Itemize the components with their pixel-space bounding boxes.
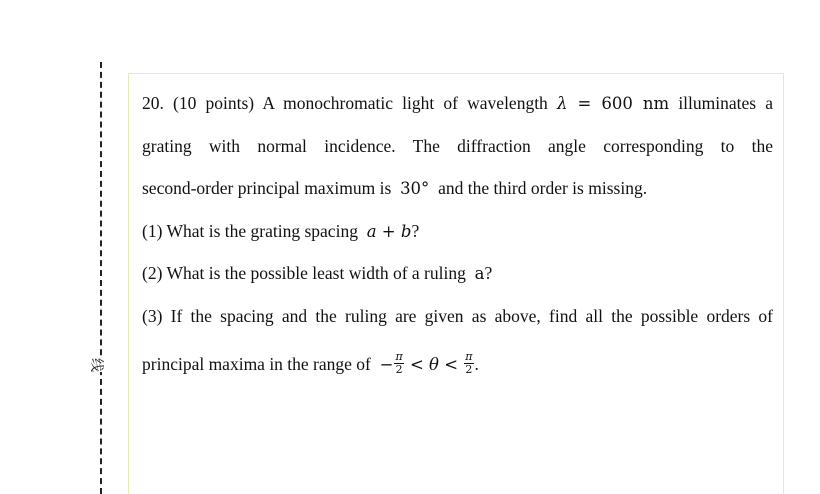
part-2-text: (2) What is the possible least width of a ruling xyxy=(142,263,466,283)
question-line-1 xyxy=(142,90,773,133)
spacing-expression xyxy=(367,222,412,241)
minus-sign: − xyxy=(379,355,394,374)
question-line-3 xyxy=(142,175,773,218)
range-period: . xyxy=(474,354,479,374)
lambda-symbol: λ xyxy=(556,94,568,113)
binding-line-label: 线 xyxy=(88,358,104,372)
ruling-width-var: a xyxy=(474,264,485,283)
part-1 xyxy=(142,218,773,261)
binding-dashed-line xyxy=(100,62,102,494)
part-3-line-2-text: principal maxima in the range of xyxy=(142,354,371,374)
pi-over-2-upper xyxy=(464,351,473,375)
wavelength-expression xyxy=(557,94,669,113)
var-b: b xyxy=(400,221,412,241)
frac-denominator: 2 xyxy=(465,363,473,376)
part-3-text: (3) If the spacing and the ruling are given as above, find all the possible orders of xyxy=(142,305,773,326)
question-line-2-text: grating with normal incidence. The diffraction angle corresponding to the xyxy=(142,135,773,156)
question-line-3-start: second-order principal maximum is xyxy=(142,178,392,198)
diffraction-angle: 30° xyxy=(400,179,430,198)
plus-sign: + xyxy=(376,221,401,241)
part-1-text: (1) What is the grating spacing xyxy=(142,220,358,241)
less-than-2: < xyxy=(438,355,464,374)
part-3-line-2 xyxy=(142,351,773,394)
part-2-end: ? xyxy=(484,263,493,283)
pi-over-2-lower xyxy=(394,351,403,375)
part-3-line-1 xyxy=(142,303,773,346)
less-than-1: < xyxy=(404,355,430,374)
var-a: a xyxy=(366,221,377,241)
question-line-2 xyxy=(142,133,773,176)
question-line-3-end: and the third order is missing. xyxy=(438,178,648,198)
part-1-end: ? xyxy=(411,220,420,241)
question-intro-text: 20. (10 points) A monochromatic light of wavelength xyxy=(142,93,548,113)
frac-denominator: 2 xyxy=(395,363,403,376)
frac-numerator: π xyxy=(465,350,473,364)
angle-range-expression xyxy=(379,350,475,376)
question-line-1-end: illuminates a xyxy=(678,93,774,113)
frac-numerator: π xyxy=(395,350,403,364)
part-2 xyxy=(142,260,773,303)
question-20 xyxy=(142,90,773,394)
theta-symbol: θ xyxy=(429,355,439,374)
wavelength-value: = 600 nm xyxy=(567,94,670,113)
